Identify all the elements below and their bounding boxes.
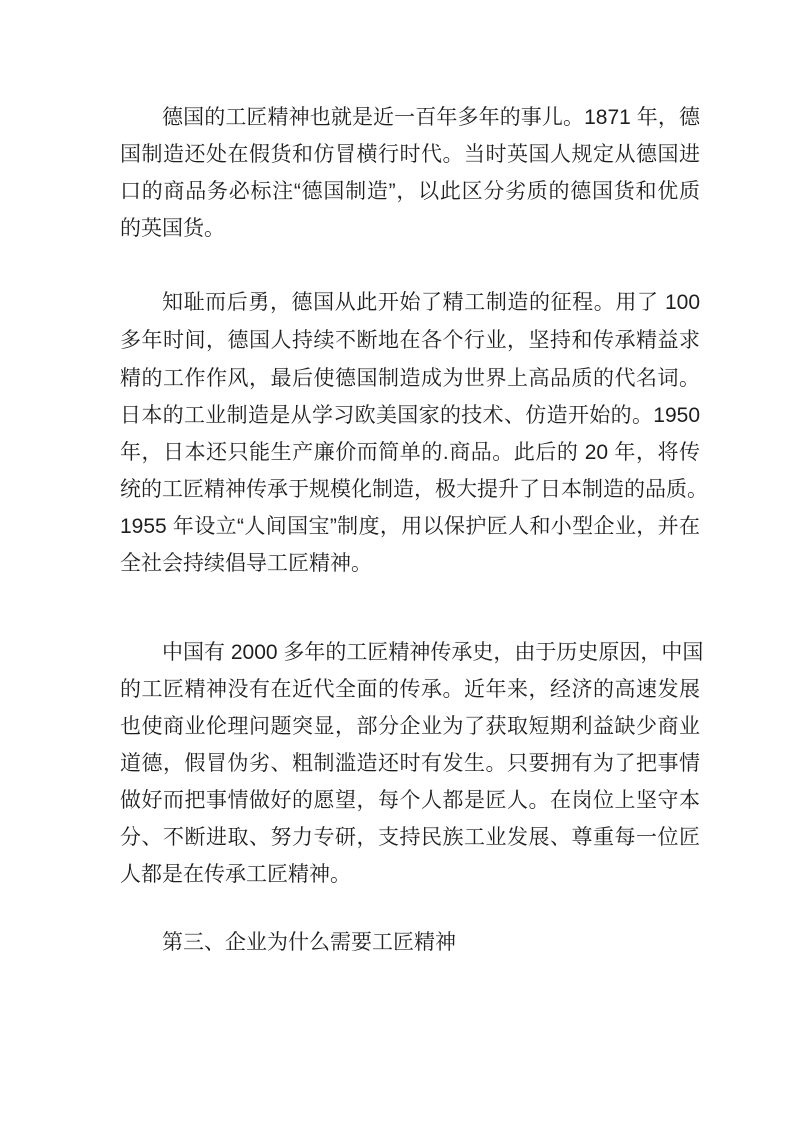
text-line: 做好而把事情做好的愿望，每个人都是匠人。在岗位上坚守本 — [120, 789, 700, 812]
section-heading-text: 第三、企业为什么需要工匠精神 — [162, 931, 456, 954]
text-line: 人都是在传承工匠精神。 — [120, 863, 351, 886]
text-line: 的英国货。 — [120, 217, 225, 240]
text-line: 知耻而后勇，德国从此开始了精工制造的征程。用了 100 — [162, 291, 700, 314]
text-line: 多年时间，德国人持续不断地在各个行业，坚持和传承精益求 — [120, 329, 700, 352]
text-line: 全社会持续倡导工匠精神。 — [120, 552, 372, 575]
text-line: 精的工作作风，最后使德国制造成为世界上高品质的代名词。 — [120, 367, 700, 390]
text-line: 统的工匠精神传承于规模化制造，极大提升了日本制造的品质。 — [120, 478, 708, 501]
text-line: 日本的工业制造是从学习欧美国家的技术、仿造开始的。1950 — [120, 404, 700, 427]
text-line: 分、不断进取、努力专研，支持民族工业发展、尊重每一位匠 — [120, 826, 700, 849]
text-line: 也使商业伦理问题突显，部分企业为了获取短期利益缺少商业 — [120, 715, 700, 738]
text-line: 国制造还处在假货和仿冒横行时代。当时英国人规定从德国进 — [120, 143, 700, 166]
text-line: 道德，假冒伪劣、粗制滥造还时有发生。只要拥有为了把事情 — [120, 752, 700, 775]
text-line: 口的商品务必标注“德国制造”，以此区分劣质的德国货和优质 — [120, 180, 700, 203]
text-line: 德国的工匠精神也就是近一百年多年的事儿。1871 年，德 — [162, 106, 700, 129]
text-line: 1955 年设立“人间国宝”制度，用以保护匠人和小型企业，并在 — [120, 515, 700, 538]
text-line: 中国有 2000 多年的工匠精神传承史，由于历史原因，中国 — [162, 641, 704, 664]
text-line: 的工匠精神没有在近代全面的传承。近年来，经济的高速发展 — [120, 678, 700, 701]
text-line: 年，日本还只能生产廉价而简单的.商品。此后的 20 年，将传 — [120, 441, 700, 464]
